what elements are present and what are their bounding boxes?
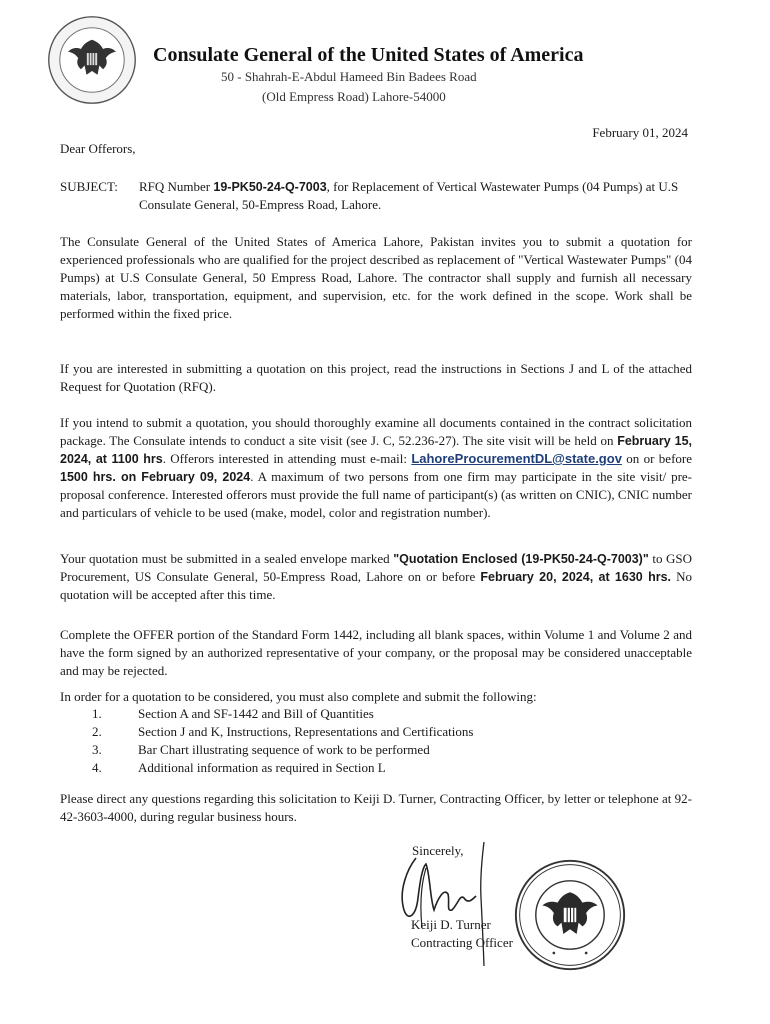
- envelope-marking: "Quotation Enclosed (19-PK50-24-Q-7003)": [393, 552, 649, 566]
- site-visit-text-b: . Offerors interested in attending must e-mail:: [162, 451, 412, 466]
- submission-text-a: Your quotation must be submitted in a sealed envelope marked: [60, 551, 394, 566]
- paragraph-requirements-intro: In order for a quotation to be considered, you must also complete and submit the following:: [60, 689, 537, 704]
- submission-text-b: to GSO Procurement, US Consulate General, 50-Empress Road, Lahore on or before: [60, 551, 693, 584]
- submission-text-c: No quotation will be accepted after this time.: [60, 569, 692, 602]
- header-address-line2: (Old Empress Road) Lahore-54000: [262, 89, 446, 104]
- procurement-email-link[interactable]: LahoreProcurementDL@state.gov: [411, 451, 622, 466]
- list-item-text: Section A and SF-1442 and Bill of Quantities: [138, 706, 374, 721]
- site-visit-date: February 15, 2024, at 1100 hrs: [60, 434, 693, 466]
- consulate-seal-icon: [46, 14, 138, 106]
- subject-label: SUBJECT:: [60, 179, 118, 194]
- site-visit-text-d: . A maximum of two persons from one firm may participate in the site visit/ pre-proposal conference. Interested offerors must provide the full name of participant(s) (as written on CNIC), CNIC number and particulars of vehicle to be used (make, model, color and registration number).: [60, 469, 693, 520]
- list-item-text: Additional information as required in Section L: [138, 760, 386, 775]
- list-item-number: 4.: [92, 760, 102, 775]
- requirements-list: [60, 705, 660, 777]
- letter-date: February 01, 2024: [592, 125, 688, 140]
- paragraph-contact: Please direct any questions regarding this solicitation to Keiji D. Turner, Contracting Officer, by letter or telephone at 92-42-3603-4000, during regular business hours.: [60, 791, 692, 824]
- signer-name: Keiji D. Turner: [411, 917, 491, 932]
- rfq-number: 19-PK50-24-Q-7003: [213, 180, 327, 194]
- list-item: [60, 741, 660, 759]
- paragraph-invitation: The Consulate General of the United States of America Lahore, Pakistan invites you to submit a quotation for experienced professionals who are qualified for the project described as replacement of "Vertical Wastewater Pumps" (04 Pumps) at U.S Consulate General, 50 Empress Road, Lahore. The contractor shall supply and furnish all necessary materials, labor, transportation, equipment, and supervision, etc. for the work defined in the scope. Work shall be performed within the fixed price.: [60, 234, 692, 321]
- site-visit-text-a: If you intend to submit a quotation, you should thoroughly examine all documents contained in the contract solicitation package. The Consulate intends to conduct a site visit (see J. C, 52.236-27). The site visit will be held on: [60, 415, 692, 448]
- list-item-number: 1.: [92, 706, 102, 721]
- salutation: Dear Offerors,: [60, 141, 136, 156]
- list-item-number: 2.: [92, 724, 102, 739]
- submission-deadline: February 20, 2024, at 1630 hrs.: [480, 570, 671, 584]
- paragraph-instructions: If you are interested in submitting a quotation on this project, read the instructions in Sections J and L of the attached Request for Quotation (RFQ).: [60, 361, 692, 394]
- subject-text: [139, 178, 700, 214]
- list-item-number: 3.: [92, 742, 102, 757]
- site-visit-text-c: on or before: [621, 451, 692, 466]
- subject-post: , for Replacement of Vertical Wastewater Pumps (04 Pumps) at U.S Consulate General, 50-Empress Road, Lahore.: [139, 179, 679, 212]
- registration-deadline: 1500 hrs. on February 09, 2024: [60, 470, 251, 484]
- paragraph-site-visit: [60, 414, 692, 522]
- list-item: [60, 759, 660, 777]
- header-title: Consulate General of the United States of America: [153, 44, 584, 66]
- official-stamp-icon: [513, 858, 627, 972]
- signer-title: Contracting Officer: [411, 935, 513, 950]
- paragraph-offer-form: Complete the OFFER portion of the Standard Form 1442, including all blank spaces, within Volume 1 and Volume 2 and have the form signed by an authorized representative of your company, or the proposal may be considered unacceptable and may be rejected.: [60, 627, 692, 678]
- subject-pre: RFQ Number: [139, 179, 214, 194]
- list-item-text: Bar Chart illustrating sequence of work to be performed: [138, 742, 430, 757]
- list-item: [60, 723, 660, 741]
- subject-block: [60, 178, 700, 214]
- list-item-text: Section J and K, Instructions, Representations and Certifications: [138, 724, 474, 739]
- header-address-line1: 50 - Shahrah-E-Abdul Hameed Bin Badees Road: [221, 69, 477, 84]
- list-item: [60, 705, 660, 723]
- closing: Sincerely,: [412, 843, 464, 858]
- paragraph-submission: [60, 550, 692, 604]
